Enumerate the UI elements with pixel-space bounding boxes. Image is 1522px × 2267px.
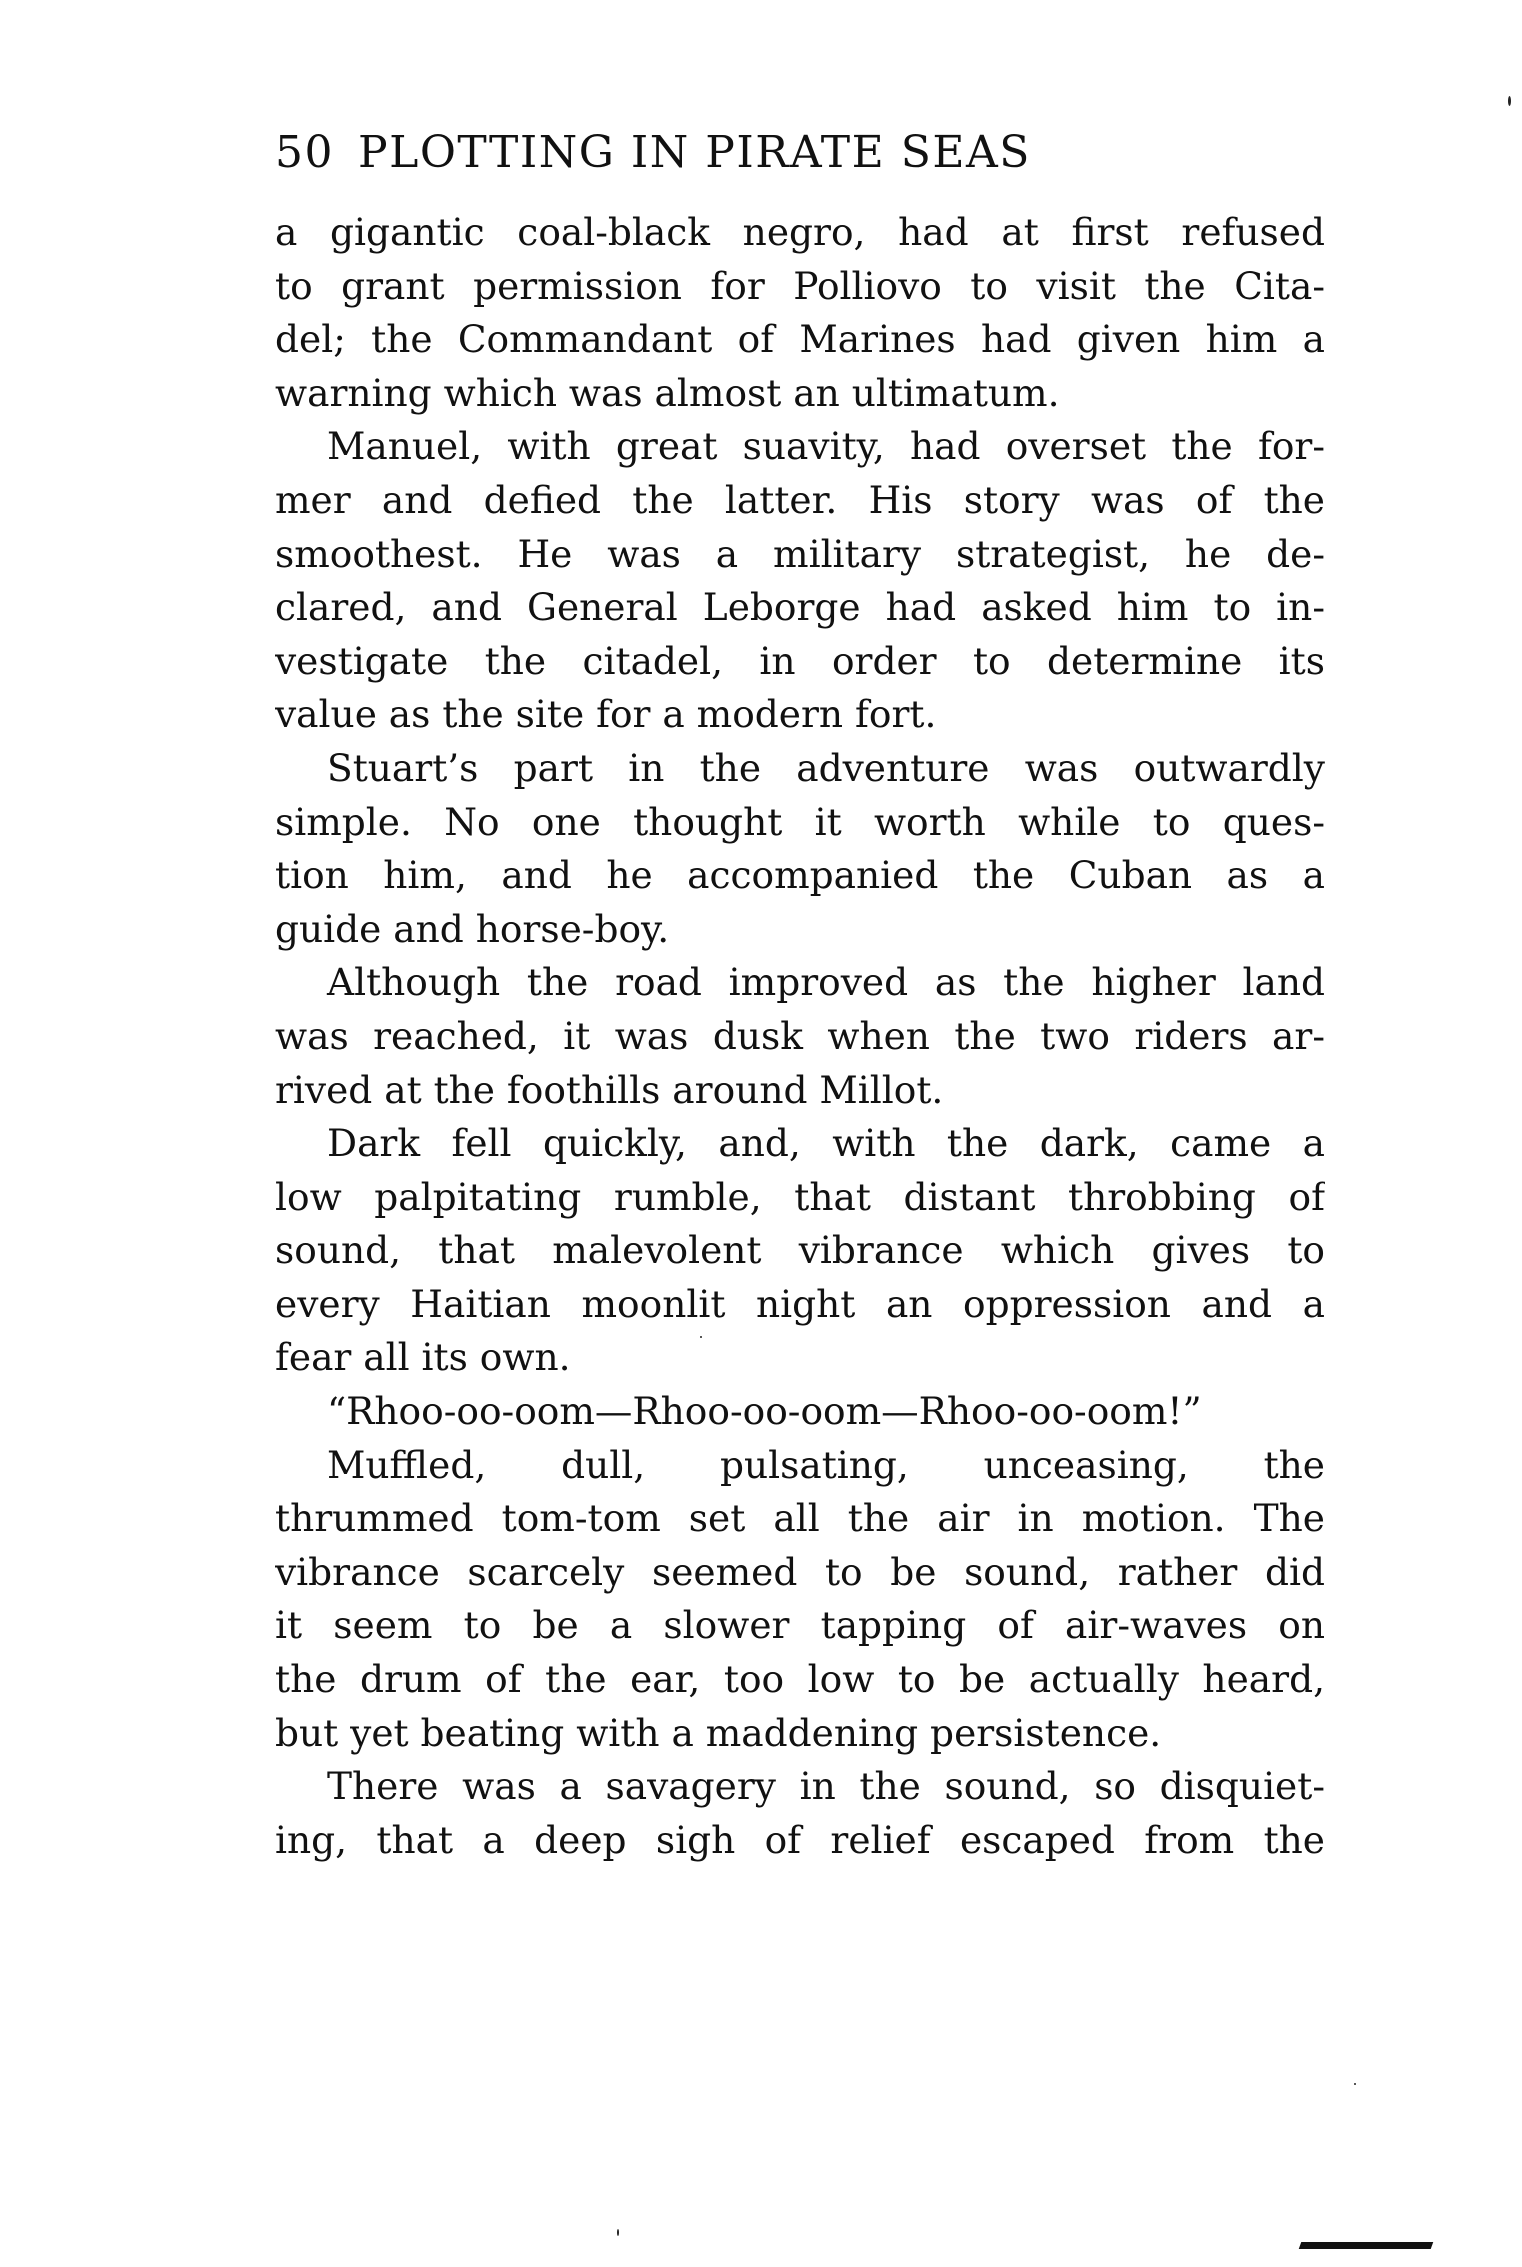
scan-speck — [1354, 2083, 1356, 2085]
scan-speck — [700, 1336, 702, 1338]
text-line: was reached, it was dusk when the two riders ar- — [275, 1013, 1325, 1058]
text-line: guide and horse-boy. — [275, 906, 670, 951]
text-line: clared, and General Leborge had asked him to in- — [275, 585, 1325, 630]
paragraph-first-line: Manuel, with great suavity, had overset the for- — [327, 424, 1325, 469]
text-line: tion him, and he accompanied the Cuban as a — [275, 853, 1325, 898]
scan-edge-mark — [1299, 2242, 1434, 2249]
text-line: del; the Commandant of Marines had given him a — [275, 317, 1325, 362]
text-line: a gigantic coal-black negro, had at first refused — [275, 210, 1325, 254]
running-head — [275, 118, 1325, 188]
text-line: simple. No one thought it worth while to ques- — [275, 799, 1325, 844]
text-line: mer and defied the latter. His story was of the — [275, 477, 1325, 522]
text-line: rived at the foothills around Millot. — [275, 1067, 944, 1112]
text-line: every Haitian moonlit night an oppression and a — [275, 1281, 1325, 1326]
text-line: thrummed tom-tom set all the air in motion. The — [275, 1496, 1325, 1541]
running-title: PLOTTING IN PIRATE SEAS — [358, 127, 1031, 178]
text-line: but yet beating with a maddening persistence. — [275, 1710, 1162, 1755]
text-line: fear all its own. — [275, 1335, 571, 1380]
paragraph-first-line: Stuart’s part in the adventure was outwardly — [327, 745, 1325, 790]
quoted-drum-line: “Rhoo-oo-oom—Rhoo-oo-oom—Rhoo-oo-oom!” — [327, 1389, 1202, 1434]
text-line: warning which was almost an ultimatum. — [275, 370, 1060, 415]
paragraph-first-line: Dark fell quickly, and, with the dark, came a — [327, 1121, 1325, 1166]
text-line: smoothest. He was a military strategist, he de- — [275, 531, 1325, 576]
text-line: low palpitating rumble, that distant throbbing of — [275, 1174, 1325, 1219]
text-line: vestigate the citadel, in order to determine its — [275, 638, 1325, 683]
text-line: it seem to be a slower tapping of air-waves on — [275, 1603, 1325, 1648]
text-line: the drum of the ear, too low to be actually heard, — [275, 1657, 1325, 1702]
page-number: 50 — [275, 127, 334, 178]
text-line: value as the site for a modern fort. — [275, 692, 937, 737]
scan-speck — [617, 2229, 619, 2236]
text-line: sound, that malevolent vibrance which gives to — [275, 1228, 1325, 1273]
scan-speck — [1508, 96, 1511, 106]
body-text — [275, 206, 1325, 1867]
paragraph-first-line: Although the road improved as the higher land — [327, 960, 1325, 1005]
paragraph-first-line: There was a savagery in the sound, so disquiet- — [327, 1764, 1325, 1809]
text-line: ing, that a deep sigh of relief escaped from the — [275, 1817, 1325, 1862]
text-line: vibrance scarcely seemed to be sound, rather did — [275, 1549, 1325, 1594]
text-line: to grant permission for Polliovo to visit the Cita- — [275, 263, 1325, 308]
paragraph-first-line: Muffled, dull, pulsating, unceasing, the — [327, 1442, 1325, 1487]
